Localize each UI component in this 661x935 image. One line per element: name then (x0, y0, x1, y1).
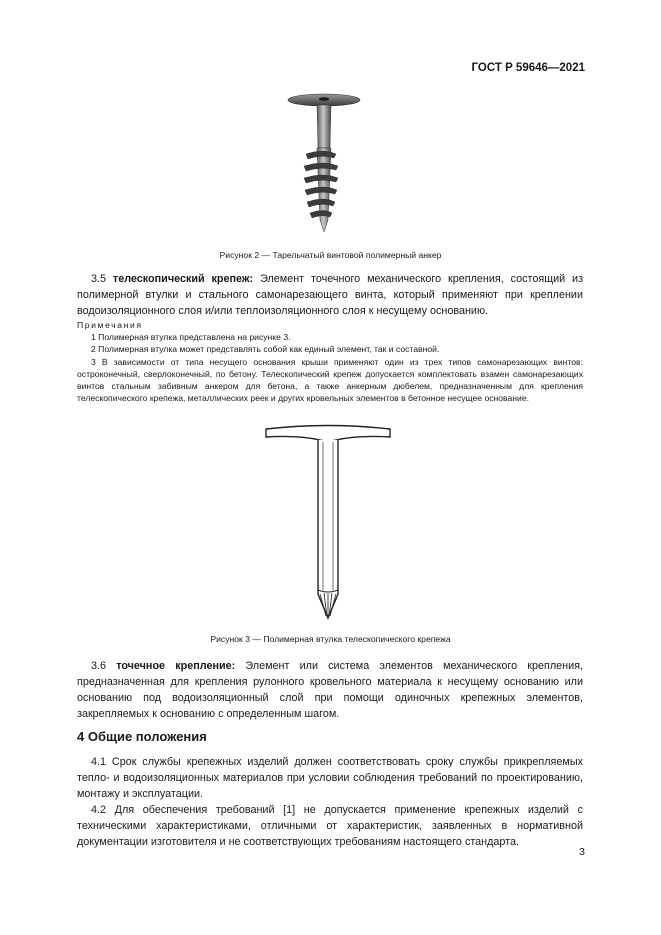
figure-2-caption: Рисунок 2 — Тарельчатый винтовой полимерный анкер (219, 250, 442, 260)
notes-block (77, 319, 583, 404)
note-item: 1 Полимерная втулка представлена на рисунке 3. (91, 332, 291, 343)
clause-3-5-number: 3.5 (91, 273, 107, 285)
figure-3-caption: Рисунок 3 — Полимерная втулка телескопического крепежа (210, 634, 451, 644)
paragraph-4-2: 4.2 Для обеспечения требований [1] не допускается применение крепежных изделий с техническими характеристиками, отличными от характеристик, заявленных в нормативной документации изготовителя и не соответствующих требованиям настоящего стандарта. (77, 804, 583, 848)
clause-3-6-term: точечное крепление: (116, 660, 236, 672)
paragraph-4-1: 4.1 Срок службы крепежных изделий должен соответствовать сроку службы прикрепляемых тепло- и водоизоляционных материалов при условии соблюдения требований по проектированию, монтажу и эксплуатации. (77, 756, 583, 800)
page-number: 3 (579, 846, 585, 858)
clause-3-5-term: телескопический крепеж: (112, 273, 254, 285)
figure-3-polymer-sleeve-image (262, 424, 394, 620)
clause-3-6 (77, 658, 583, 722)
section-4-title: 4 Общие положения (77, 729, 207, 744)
document-code: ГОСТ Р 59646—2021 (471, 62, 585, 74)
clause-3-6-number: 3.6 (91, 660, 107, 672)
notes-heading: Примечания (77, 320, 143, 330)
note-item: 2 Полимерная втулка может представлять собой как единый элемент, так и составной. (91, 344, 440, 355)
clause-3-6-text: Элемент или система элементов механического крепления, предназначенная для крепления рулонного кровельного материала к несущему основанию или основанию под водоизоляционный слой при помощи одиночных крепежных элементов, закрепляемых к основанию с определенным шагом. (77, 660, 584, 720)
clause-3-5 (77, 271, 583, 319)
clause-3-5-text: Элемент точечного механического крепления, состоящий из полимерной втулки и стального самонарезающего винта, который применяют при креплении водоизоляционного слоя и/или теплоизоляционного слоя к несущему основанию. (77, 273, 584, 317)
note-item: 3 В зависимости от типа несущего основания крыши применяют один из трех типов самонарезающих винтов: остроконечный, сверлоконечный, по бетону. Телескопический крепеж допускается комплектовать взамен самонарезающих винтов стальным забивным анкером для бетона, а также анкерным дюбелем, предназначенным для крепления телескопического крепежа, металлических реек и других кровельных элементов в бетонное несущее основание. (77, 356, 583, 404)
figure-2-plate-anchor-image (270, 88, 380, 238)
